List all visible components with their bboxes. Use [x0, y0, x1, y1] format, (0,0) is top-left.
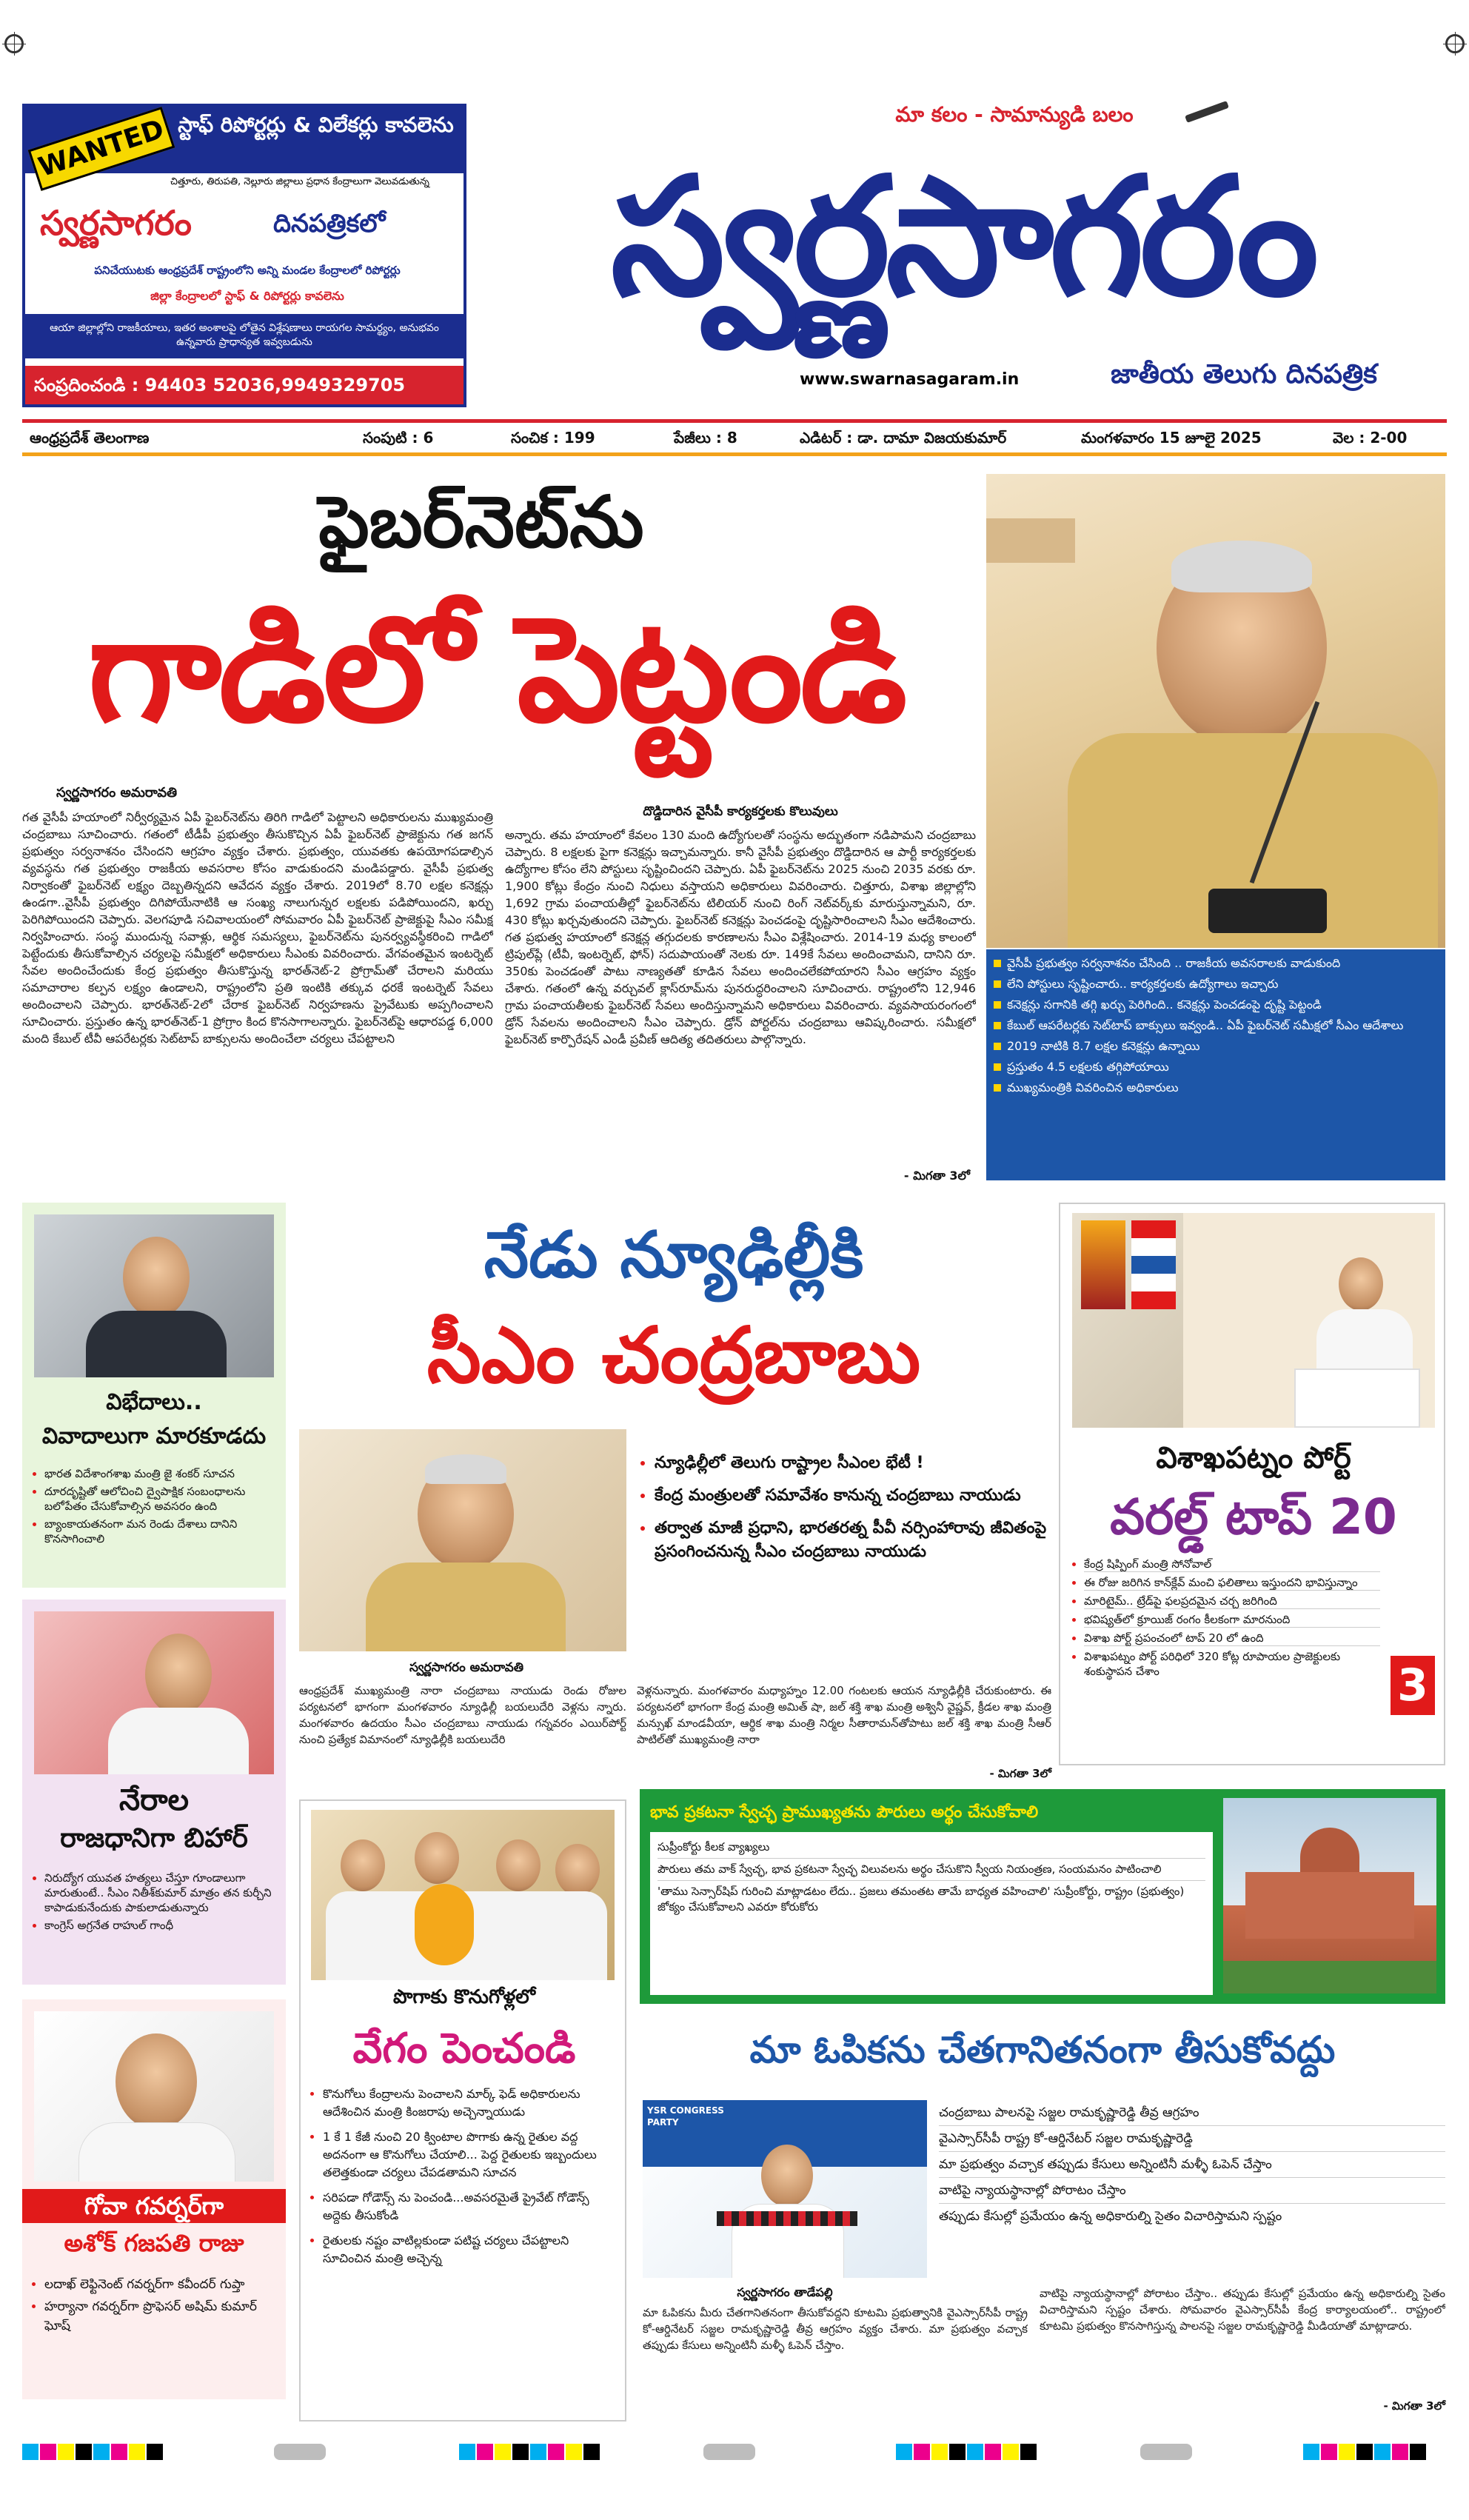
vizag-photo: [1072, 1213, 1435, 1428]
sidebar-point-text: ముఖ్యమంత్రికి వివరించిన అధికారులు: [1007, 1080, 1179, 1094]
opika-photo: [643, 2100, 927, 2278]
opika-point: మా ప్రభుత్వం వచ్చాక తప్పుడు కేసులు అన్నింటినీ మళ్ళీ ఓపెన్ చేస్తాం: [939, 2152, 1445, 2178]
jaishankar-photo: [34, 1214, 274, 1377]
gray-bar: [274, 2444, 326, 2460]
wanted-ad: [22, 104, 466, 407]
bullet: • కాంగ్రెస్ అగ్రనేత రాహుల్ గాంధీ: [44, 1918, 278, 1933]
rahul-photo: [34, 1611, 274, 1774]
masthead-subtitle: జాతీయ తెలుగు దినపత్రిక: [1111, 359, 1377, 390]
bullet: • మారిటైమ్.. ట్రేడ్‌పై ఫలప్రదమైన చర్చ జరిగింది: [1084, 1594, 1380, 1609]
bullet: • హర్యానా గవర్నర్‌గా ప్రొఫెసర్ అషిమ్ కుమార్ ఘోష్: [44, 2297, 278, 2336]
person-suit: [86, 1311, 227, 1377]
person-shirt: [1316, 1309, 1413, 1376]
wanted-tag: WANTED: [28, 107, 175, 191]
court-point: సుప్రీంకోర్టు కీలక వ్యాఖ్యలు: [657, 1836, 1205, 1859]
lead-col2-head: దొడ్డిదారిన వైసీపీ కార్యకర్తలకు కొలువులు: [643, 804, 838, 819]
sidebar-point-text: ప్రస్తుతం 4.5 లక్షలకు తగ్గిపోయాయి: [1007, 1060, 1169, 1074]
ad-line3: జిల్లా కేంద్రాలలో స్టాఫ్ & రిపోర్టర్లు కావలెను: [150, 289, 344, 303]
garland: [415, 1884, 474, 1965]
ad-line1: చిత్తూరు, తిరుపతి, నెల్లూరు జిల్లాలు ప్రధాన కేంద్రాలుగా వెలువడుతున్న: [170, 176, 429, 187]
person-hair: [425, 1454, 506, 1484]
person-face: [761, 2145, 813, 2207]
tobacco-story: [299, 1799, 626, 2422]
person-face: [116, 2033, 197, 2130]
person-face: [496, 1839, 541, 1891]
lawn: [1223, 1961, 1436, 1993]
person-face: [123, 1237, 190, 1318]
podium-text: YSR CONGRESS PARTY: [647, 2105, 724, 2128]
color-bar: [896, 2444, 1118, 2466]
ad-brand-row: [40, 198, 462, 258]
bullet: • విశాఖ పోర్ట్ ప్రపంచంలో టాప్ 20 లో ఉంది: [1084, 1631, 1380, 1646]
sidebar-point-text: 2019 నాటికి 8.7 లక్షల కనెక్షన్లు ఉన్నాయి: [1007, 1039, 1200, 1053]
bullet: • బ్యాంకాయతనంగా మన రెండు దేశాలు దానిని కొనసాగించాలి: [44, 1517, 278, 1546]
ashok-photo: [34, 2011, 274, 2182]
info-price: వెల : 2-00: [1333, 429, 1408, 447]
bullet: • నిరుద్యోగ యువత హత్యలు చేస్తూ గూండాలుగా మారుతుంటే.. సీఎం నితీశ్‌కుమార్ మాత్రం తన కుర్చీని కాపాడుకునేందుకు పాకులాడుతున్నారు: [44, 1871, 278, 1915]
person-face: [1339, 1257, 1383, 1311]
bullet: • కొనుగోలు కేంద్రాలను పెంచాలని మార్క్ ఫెడ్ అధికారులను ఆదేశించిన మంత్రి కింజరాపు అచ్చెన్నాయుడు: [323, 2085, 619, 2121]
microphones: [717, 2211, 857, 2226]
photo-backdrop-text: [986, 518, 1075, 563]
info-states: ఆంధ్రప్రదేశ్ తెలంగాణ: [30, 429, 150, 447]
ad-contact: సంప్రదించండి : 94403 52036,9949329705: [25, 366, 464, 404]
opika-point: తప్పుడు కేసుల్లో ప్రమేయం ఉన్న అధికారుల్ని సైతం విచారిస్తామని స్పష్టం: [939, 2209, 1282, 2224]
lead-dateline: స్వర్ణసాగరం అమరావతి: [56, 785, 178, 801]
sidebar-point: [994, 1038, 1438, 1055]
info-editor: ఎడిటర్ : డా. దామా విజయకుమార్: [800, 429, 1007, 447]
sidebar-point: [994, 955, 1438, 972]
tobacco-title1: పొగాకు కొనుగోళ్లలో: [392, 1986, 536, 2008]
color-bar: [22, 2444, 244, 2466]
delhi-body1: ఆంధ్రప్రదేశ్ ముఖ్యమంత్రి నారా చంద్రబాబు నాయుడు రెండు రోజుల పర్యటనలో భాగంగా మంగళవారం న్యూఢిల్లీ బయలుదేరి వెళ్లను న్నారు. మంగళవారం ఉదయం సీఎం చంద్రబాబు నాయుడు గన్నవరం ఎయిర్‌పోర్ట్ నుంచి ప్రత్యేక విమానంలో న్యూఢిల్లీకి బయలుదేరి: [299, 1684, 626, 1746]
opika-point: వైఎస్సార్‌సీపీ రాష్ట్ర కో-ఆర్డినేటర్ సజ్జల రామకృష్ణారెడ్డి: [939, 2126, 1445, 2152]
info-bar: [22, 419, 1447, 456]
left3-title2: అశోక్ గజపతి రాజు: [64, 2229, 244, 2257]
delhi-headline: సీఎం చంద్రబాబు: [426, 1310, 921, 1400]
sidebar-point-text: కేబుల్ ఆపరేటర్లకు సెట్‌టాప్ బాక్సులు ఇవ్వండి.. ఏపీ ఫైబర్‌నెట్ సమీక్షలో సీఎం ఆదేశాలు: [1007, 1018, 1404, 1032]
person-shirt: [78, 2122, 235, 2182]
bullet: • లదాఖ్ లెఫ్టినెంట్ గవర్నర్‌గా కవీందర్ గుప్తా: [44, 2275, 278, 2294]
sidebar-point: [994, 1080, 1438, 1096]
bullet: • రైతులకు నష్టం వాటిల్లకుండా పటిష్ట చర్యలు చేపట్టాలని సూచించిన మంత్రి అచ్చెన్న: [323, 2232, 619, 2267]
left-story-goa: [22, 1999, 286, 2399]
vizag-bullets: [1069, 1557, 1380, 1764]
gray-bar: [703, 2444, 755, 2460]
opika-headline: మా ఓపికను చేతగానితనంగా తీసుకోవద్దు: [749, 2028, 1336, 2071]
opika-bullets: [939, 2100, 1445, 2278]
sidebar-point: [994, 1017, 1438, 1034]
court-story: [640, 1789, 1445, 2004]
ad-headline: స్టాఫ్ రిపోర్టర్లు & విలేకర్లు కావలెను: [178, 113, 454, 137]
flag-icon: [1081, 1220, 1125, 1309]
info-issue: సంచిక : 199: [511, 429, 595, 447]
registration-mark: [1445, 34, 1465, 53]
sidebar-point: [994, 976, 1438, 992]
page-ref-badge: 3: [1391, 1656, 1435, 1715]
bullet: • కేంద్ర షిప్పింగ్ మంత్రి సోనోవాల్: [1084, 1557, 1380, 1572]
dome: [1300, 1828, 1359, 1872]
bullet: • 1 కే 1 కేజీ నుంచి 20 క్వింటాల పొగాకు ఉన్న రైతుల వద్ద అదనంగా ఆ కొనుగోలు చేయాలి... పెద్ద రైతులకు ఇబ్బందులు తలెత్తకుండా చర్యలు చేపడతామని సూచన: [323, 2128, 619, 2182]
bullet: • విశాఖపట్నం పోర్ట్ పరిధిలో 320 కోట్ల రూపాయల ప్రాజెక్టులకు శంకుస్థాపన చేశాం: [1084, 1649, 1380, 1679]
left-story-jaishankar: [22, 1203, 286, 1588]
person-shirt: [108, 1708, 249, 1774]
ad-line2: పనిచేయుటకు ఆంధ్రప్రదేశ్ రాష్ట్రంలోని అన్ని మండల కేంద్రాలలో రిపోర్టర్లు: [94, 264, 401, 277]
bullet: • కేంద్ర మంత్రులతో సమావేశం కానున్న చంద్రబాబు నాయుడు: [655, 1484, 1051, 1508]
person-face: [415, 1832, 459, 1884]
left1-title2: వివాదాలుగా మారకూడదు: [41, 1423, 267, 1449]
left3-bullets: [30, 2275, 278, 2393]
gray-bar: [1140, 2444, 1192, 2460]
court-text-panel: [650, 1832, 1213, 1995]
lead-sidebar: [986, 949, 1445, 1180]
bullet: • దూరదృష్టితో ఆలోచించి ద్వైపాక్షిక సంబంధాలను బలోపేతం చేసుకోవాల్సిన అవసరం ఉంది: [44, 1484, 278, 1514]
bullet: • సరిపడా గోడౌన్స్ ను పెంచండి...అవసరమైతే ప్రైవేట్ గోడౌన్స్ అద్దెకు తీసుకోండి: [323, 2189, 619, 2225]
ad-line4: ఆయా జిల్లాల్లోని రాజకీయాలు, ఇతర అంశాలపై లోతైన విశ్లేషణాలు రాయగల సామర్థ్యం, అనుభవం ఉన్నవారు ప్రాధాన్యత ఇవ్వబడును: [25, 314, 464, 358]
registration-mark: [4, 34, 24, 53]
bullet: • ఈ రోజు జరిగిన కాన్‌క్లేవ్ మంచి ఫలితాలు ఇస్తుందని భావిస్తున్నాం: [1084, 1575, 1380, 1591]
info-pages: పేజీలు : 8: [674, 429, 737, 447]
lead-kicker: ఫైబర్‌నెట్‌ను: [318, 481, 644, 564]
bullet: • భవిష్యత్‌లో క్రూయిజ్ రంగం కీలకంగా మారనుంది: [1084, 1612, 1380, 1628]
sidebar-point-text: కనెక్షన్లు సగానికి తగ్గి ఖర్చు పెరిగింది.. కనెక్షన్లు పెంచడంపై దృష్టి పెట్టండి: [1007, 997, 1322, 1012]
vizag-story: [1059, 1203, 1445, 1765]
lead-col2: అన్నారు. తమ హయాంలో కేవలం 130 మంది ఉద్యోగులతో సంస్థను అద్భుతంగా నడిపామని చంద్రబాబు చెప్పారు. 8 లక్షలకు పైగా కనెక్షన్లు ఇచ్చామన్నారు. కానీ వైసీపీ ప్రభుత్వం దొడ్డిదారిన ఆ పార్టీ కార్యకర్తలకు ఉద్యోగాల కోసం లేని పోస్టులు సృష్టించిందని చెప్పారు. ఏపీ ఫైబర్‌నెట్‌ను 2025 నుంచి 2035 వరకు రూ. 1,900 కోట్లు కేంద్రం నుంచి నిధులు వస్తాయని అధికారులు వివరించారు. చిత్తూరు, విశాఖ జిల్లాల్లోని 1,692 గ్రామ పంచాయతీల్లో ఫైబర్‌నెట్‌ను టిలియర్ నుంచి రింగ్ నెట్‌వర్క్‌కు మారుస్తున్నామని, రూ. 430 కోట్లు ఖర్చవుతుందని చెప్పారు. ఫైబర్‌నెట్ కనెక్షన్లు పెంచడంపై దృష్టిసారించాలని సీఎం ఆదేశించారు. గత ప్రభుత్వ హయాంలో కనెక్షన్ల తగ్గుదలకు కారణాలను సీఎం విశ్లేషించారు. 2014-19 మధ్య కాలంలో ట్రిపుల్‌ప్లే (టీవీ, ఇంటర్నెట్, ఫోన్) సదుపాయంతో నెలకు రూ. 149కే సేవలు అందించామని, దానిని రూ. 350కు పెంచడంతో పాటు నాణ్యతతో కూడిన సేవలు అందించలేకపోయారని సీఎం ఆగ్రహం వ్యక్తం చేశారు. గతంలో ఉన్న వర్చువల్ క్లాస్‌రూమ్‌ను పునరుద్ధరించాలని సూచించారు. రాష్ట్రంలోని 12,946 గ్రామ పంచాయతీలకు ఫైబర్‌నెట్ సేవలు అందిస్తున్నామని అధికారులు వివరించారు. వ్యవసాయరంగంలో డ్రోన్ సేవలను అందించాలని సీఎం చెప్పారు. డ్రోన్ పోర్టల్‌ను చంద్రబాబు ఆవిష్కరించారు. సమీక్షలో ఫైబర్‌నెట్ కార్పొరేషన్ ఎండీ ప్రవీణ్ ఆదిత్య తదితరులు పాల్గొన్నారు.: [505, 828, 976, 1046]
court-headline: భావ ప్రకటనా స్వేచ్ఛ ప్రాముఖ్యతను పౌరులు అర్థం చేసుకోవాలి: [650, 1803, 1039, 1822]
vizag-title2: వరల్డ్ టాప్ 20: [1110, 1488, 1397, 1545]
info-date: మంగళవారం 15 జూలై 2025: [1081, 429, 1262, 447]
opika-dateline: స్వర్ణసాగరం తాడేపల్లి: [737, 2285, 833, 2299]
delhi-kicker: నేడు న్యూఢిల్లీకి: [483, 1218, 864, 1292]
lead-headline: గాడిలో పెట్టండి: [87, 586, 905, 755]
court-facade: [1245, 1872, 1414, 1939]
sidebar-point-text: వైసీపీ ప్రభుత్వం సర్వనాశనం చేసింది .. రాజకీయ అవసరాలకు వాడుకుంది: [1007, 956, 1341, 970]
tobacco-bullets: [308, 2085, 619, 2411]
delhi-dateline: స్వర్ణసాగరం అమరావతి: [409, 1660, 524, 1675]
left2-title2: రాజధానిగా బిహార్: [60, 1823, 248, 1854]
masthead-title: స్వర్ణసాగరం: [610, 142, 1315, 332]
tobacco-photo: [311, 1810, 615, 1980]
color-bar: [1303, 2444, 1451, 2466]
bullet: • న్యూఢిల్లీలో తెలుగు రాష్ట్రాల సీఎంల భేటీ !: [655, 1451, 1051, 1475]
podium: [1294, 1368, 1420, 1428]
delhi-bullets: [637, 1451, 1051, 1644]
sidebar-point-text: లేని పోస్టులు సృష్టించారు.. కార్యకర్తలకు ఉద్యోగాలు ఇచ్చారు: [1007, 977, 1279, 991]
lead-more: - మిగతా 3లో: [903, 1169, 970, 1183]
left1-bullets: [30, 1466, 278, 1585]
mic-base: [1208, 889, 1327, 933]
ad-brand: స్వర్ణసాగరం: [40, 203, 192, 243]
left-story-bihar: [22, 1600, 286, 1985]
bullet: • తర్వాత మాజీ ప్రధాని, భారతరత్న పీవీ నర్సింహారావు జీవితంపై ప్రసంగించనున్న సీఎం చంద్రబాబు నాయుడు: [655, 1517, 1051, 1564]
court-point: 'తాము సెన్సార్‌షిప్ గురించి మాట్లాడటం లేదు.. ప్రజలు తమంతట తామే బాధ్యత వహించాలి' సుప్రీంకోర్టు, రాష్ట్రం (ప్రభుత్వం) జోక్యం చేసుకోవాలని ఎవరూ కోరుకోరు: [657, 1885, 1185, 1914]
person-face: [341, 1839, 385, 1891]
masthead-tagline: మా కలం - సామాన్యుడి బలం: [895, 102, 1134, 127]
sidebar-point: [994, 997, 1438, 1013]
person-face: [145, 1634, 212, 1715]
court-building-photo: [1223, 1798, 1436, 1993]
tobacco-title2: వేగం పెంచండి: [352, 2025, 576, 2073]
lead-col1: గత వైసీపీ హయాంలో నిర్వీర్యమైన ఏపీ ఫైబర్‌నెట్‌ను తిరిగి గాడిలో పెట్టాలని అధికారులను ముఖ్యమంత్రి చంద్రబాబు సూచించారు. గతంలో టీడీపీ ప్రభుత్వం తీసుకొచ్చిన ఏపీ ఫైబర్‌నెట్ ప్రాజెక్టును గత జగన్ ప్రభుత్వం సర్వనాశనం చేసిందని ఆగ్రహం వ్యక్తం చేశారు. ప్రభుత్వం, యువతకు ఉపయోగపడాల్సిన వ్యవస్థను గత ప్రభుత్వం రాజకీయ అవసరాల కోసం వాడుకుందని మండిపడ్డారు. వైసీపీ ప్రభుత్వ నిర్వాకంతో ఫైబర్‌నెట్ లక్ష్యం దెబ్బతిన్నదని ఆవేదన వ్యక్తం చేశారు. 2019లో 8.70 లక్షల కనెక్షన్లు ఉండగా..వైసీపీ ప్రభుత్వం దిగిపోయేనాటికి ఆ సంఖ్య నాలుగున్నర లక్షలకు పడిపోయిందని, ఖర్చు పెరిగిపోయిందని చెప్పారు. వెలగపూడి సచివాలయంలో సోమవారం ఏపీ ఫైబర్‌నెట్ ప్రాజెక్టుపై సీఎం సమీక్ష నిర్వహించారు. సంస్థ ముందున్న సవాళ్లు, ఆర్థిక సమస్యలు, ఫైబర్‌నెట్‌ను పునర్వ్యవస్థీకరించి గాడిలో పెట్టేందుకు తీసుకోవాల్సిన చర్యలపై సమీక్షలో అధికారులు సీఎంకు వివరించారు. వేగవంతమైన ఇంటర్నెట్ సేవల అందించేందుకు కేంద్ర ప్రభుత్వం తీసుకొస్తున్న భారత్‌నెట్-2 ప్రోగ్రామ్‌తో చేరాలని మరియు సమాచారాల కల్పన లక్ష్యం ఉండాలని, రాష్ట్రంలోని ప్రతి ఇంటికి తక్కువ ధరకే ఇంటర్నెట్ సేవలు అందించాలని చెప్పారు. భారత్‌నెట్-2లో చేరాక ఫైబర్‌నెట్ నిర్వహణను ప్రైవేటుకు అప్పగించాలని సూచించారు. ప్రస్తుతం ఉన్న భారత్‌నెట్-1 ప్రోగ్రాం కింద కొనసాగాలన్నారు. ఫైబర్‌నెట్‌పై ఆధారపడ్డ 6,000 మంది కేబుల్ టీవీ ఆపరేటర్లకు సెట్‌టాప్ బాక్సులను అందించేలా చర్యలు చేపట్టాలని: [22, 810, 493, 1046]
opika-body2: వాటిపై న్యాయస్థానాల్లో పోరాటం చేస్తాం.. తప్పుడు కేసుల్లో ప్రమేయం ఉన్న అధికారుల్ని సైతం విచారిస్తామని స్పష్టం చేశారు. సోమవారం వైఎస్సార్‌సీపీ కేంద్ర కార్యాలయంలో.. రాష్ట్రంలో కూటమి ప్రభుత్వం కొనసాగిస్తున్న పాలనపై సజ్జల రామకృష్ణారెడ్డి మీడియాతో మాట్లాడారు.: [1040, 2287, 1445, 2333]
opika-more: - మిగతా 3లో: [1383, 2399, 1445, 2413]
person-face: [555, 1844, 600, 1896]
left2-bullets: [30, 1871, 278, 1982]
opika-body1: మా ఓపికను మీరు చేతగానితనంగా తీసుకోవద్దని కూటమి ప్రభుత్వానికి వైఎస్సార్‌సీపీ రాష్ట్ర కో-ఆర్డినేటర్ సజ్జల రామకృష్ణారెడ్డి తీవ్ర ఆగ్రహం వ్యక్తం చేశారు. మా ప్రభుత్వం వచ్చాక తప్పుడు కేసులు అన్నింటినీ మళ్ళీ ఓపెన్ చేస్తాం.: [643, 2306, 1028, 2352]
opika-point: వాటిపై న్యాయస్థానాల్లో పోరాటం చేస్తాం: [939, 2178, 1445, 2204]
court-point: పౌరులు తమ వాక్ స్వేచ్ఛ, భావ ప్రకటనా స్వేచ్ఛ విలువలను అర్థం చేసుకొని స్వీయ నియంత్రణ, సంయమనం పాటించాలి: [657, 1859, 1205, 1881]
info-volume: సంపుటి : 6: [363, 429, 434, 447]
vizag-title1: విశాఖపట్నం పోర్ట్: [1156, 1441, 1351, 1475]
person-shirt: [366, 1563, 566, 1651]
left1-title1: విభేదాలు..: [106, 1389, 202, 1415]
opika-point: చంద్రబాబు పాలనపై సజ్జల రామకృష్ణారెడ్డి తీవ్ర ఆగ్రహం: [939, 2100, 1445, 2126]
ad-daily: దినపత్రికలో: [273, 209, 386, 238]
flag-icon: [1131, 1220, 1176, 1309]
delhi-more: - మిగతా 3లో: [989, 1767, 1051, 1780]
masthead-website: www.swarnasagaram.in: [800, 370, 1020, 389]
lead-photo: [986, 474, 1445, 948]
color-bar: [459, 2444, 681, 2466]
sidebar-point: [994, 1059, 1438, 1075]
left2-title1: నేరాల: [119, 1783, 189, 1817]
bullet: • భారత విదేశాంగశాఖ మంత్రి జై శంకర్ సూచన: [44, 1466, 278, 1481]
left3-title1: గోవా గవర్నర్‌గా: [84, 2192, 224, 2220]
delhi-body2: వెళ్లనున్నారు. మంగళవారం మధ్యాహ్నం 12.00 గంటలకు ఆయన న్యూఢిల్లీకి చేరుకుంటారు. ఈ పర్యటనలో భాగంగా కేంద్ర మంత్రి అమిత్ షా, జల్ శక్తి శాఖ మంత్రి అశ్వినీ వైష్ణవ్, క్రీడల శాఖ మంత్రి మన్సుఖ్ మాండవీయా, ఆర్థిక శాఖ మంత్రి నిర్మల సీతారామన్‌తోపాటు జల్ శక్తి శాఖ మంత్రి సీఆర్ పాటిల్‌తో ముఖ్యమంత్రి నారా: [637, 1684, 1051, 1746]
person-hair: [1171, 541, 1312, 592]
cm-photo: [299, 1429, 626, 1651]
